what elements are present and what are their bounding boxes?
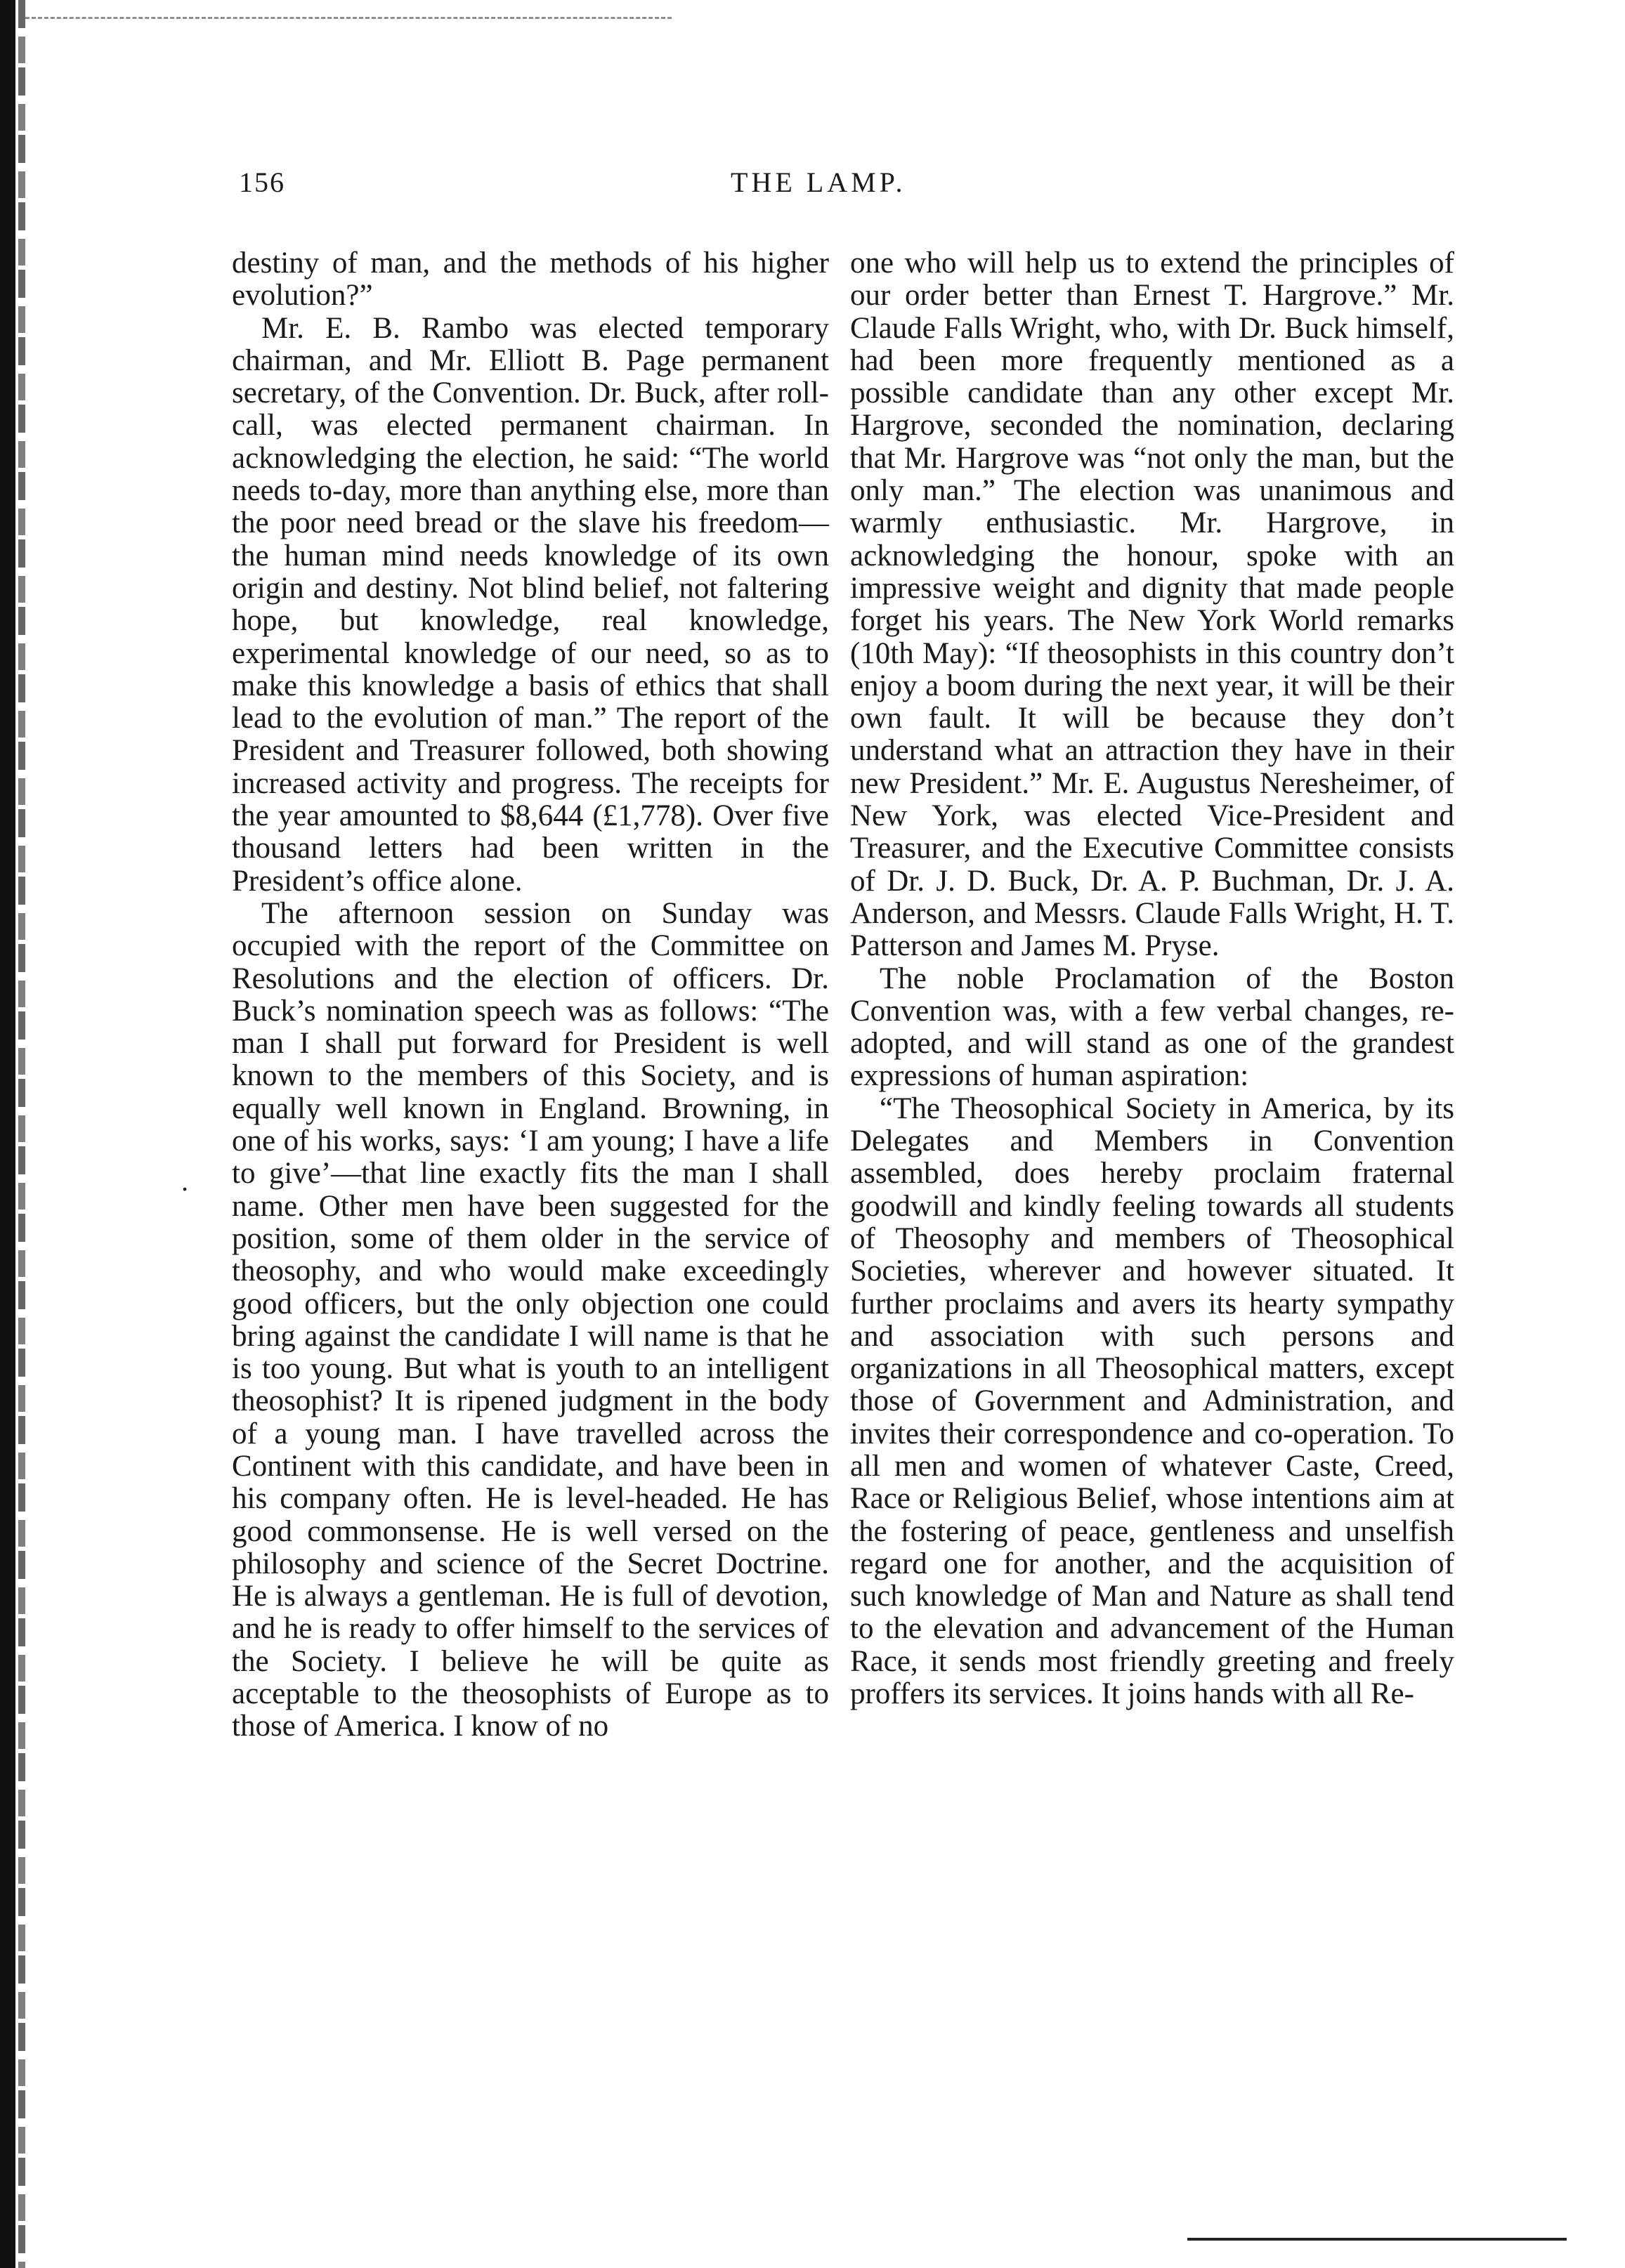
right-paragraph-1: one who will help us to extend the principles of our order better than Ernest T. Hargrove.” Mr. Claude Falls Wright, who, with Dr. Buck himself, had been more frequently mentioned as a possible candidate than any other except Mr. Hargrove, seconded the nomination, declaring that Mr. Hargrove was “not only the man, but the only man.” The election was unanimous and warmly enthusiastic. Mr. Hargrove, in acknowledging the honour, spoke with an impressive weight and dignity that made people forget his years. The New York World remarks (10th May): “If theosophists in this country don’t enjoy a boom during the next year, it will be their own fault. It will be because they don’t understand what an attraction they have in their new President.” Mr. E. Augustus Neresheimer, of New York, was elected Vice-President and Treasurer, and the Executive Committee consists of Dr. J. D. Buck, Dr. A. P. Buchman, Dr. J. A. Anderson, and Messrs. Claude Falls Wright, H. T. Patterson and James M. Pryse. bbox=[850, 247, 1454, 963]
scan-top-rule bbox=[25, 17, 672, 19]
left-paragraph-2: Mr. E. B. Rambo was elected temporary chairman, and Mr. Elliott B. Page permanent secretary, of the Convention. Dr. Buck, after roll-call, was elected permanent chairman. In acknowledging the election, he said: “The world needs to-day, more than anything else, more than the poor need bread or the slave his freedom—the human mind needs knowledge of its own origin and destiny. Not blind belief, not faltering hope, but knowledge, real knowledge, experimental knowledge of our need, so as to make this knowledge a basis of ethics that shall lead to the evolution of man.” The report of the President and Treasurer followed, both showing increased activity and progress. The receipts for the year amounted to $8,644 (£1,778). Over five thousand letters had been written in the President’s office alone. bbox=[232, 311, 829, 898]
scan-binding-shadow bbox=[18, 0, 25, 2268]
left-paragraph-3: The afternoon session on Sunday was occupied with the report of the Committee on Resolutions and the election of officers. Dr. Buck’s nomination speech was as follows: “The man I shall put forward for President is well known to the members of this Society, and is equally well known in England. Browning, in one of his works, says: ‘I am young; I have a life to give’—that line exactly fits the man I shall name. Other men have been suggested for the position, some of them older in the service of theosophy, and who would make exceedingly good officers, but the only objection one could bring against the candidate I will name is that he is too young. But what is youth to an intelligent theosophist? It is ripened judgment in the body of a young man. I have travelled across the Continent with this candidate, and have been in his company often. He is level-headed. He has good commonsense. He is well versed on the philosophy and science of the Secret Doctrine. He is always a gentleman. He is full of devotion, and he is ready to offer himself to the services of the Society. I believe he will be quite as acceptable to the theosophists of Europe as to those of America. I know of no bbox=[232, 896, 829, 1743]
scan-bottom-rule bbox=[1187, 2238, 1567, 2241]
right-paragraph-3: “The Theosophical Society in America, by its Delegates and Members in Convention assembled, does hereby proclaim fraternal goodwill and kindly feeling towards all students of Theosophy and members of Theosophical Societies, wherever and however situated. It further proclaims and avers its hearty sympathy and association with such persons and organizations in all Theosophical matters, except those of Government and Administration, and invites their correspondence and co-operation. To all men and women of whatever Caste, Creed, Race or Religious Belief, whose intentions aim at the fostering of peace, gentleness and unselfish regard one for another, and the acquisition of such knowledge of Man and Nature as shall tend to the elevation and advancement of the Human Race, it sends most friendly greeting and freely proffers its services. It joins hands with all Re- bbox=[850, 1092, 1454, 1711]
left-column bbox=[232, 247, 829, 2158]
stray-dot: . bbox=[181, 1165, 188, 1197]
running-title: THE LAMP. bbox=[731, 166, 906, 198]
page-number: 156 bbox=[239, 166, 285, 198]
right-paragraph-2: The noble Proclamation of the Boston Convention was, with a few verbal changes, re-adopted, and will stand as one of the grandest expressions of human aspiration: bbox=[850, 962, 1454, 1093]
running-head bbox=[225, 166, 1475, 208]
right-column bbox=[850, 247, 1454, 2158]
scan-binding-edge bbox=[0, 0, 15, 2268]
left-paragraph-1: destiny of man, and the methods of his higher evolution?” bbox=[232, 247, 829, 313]
